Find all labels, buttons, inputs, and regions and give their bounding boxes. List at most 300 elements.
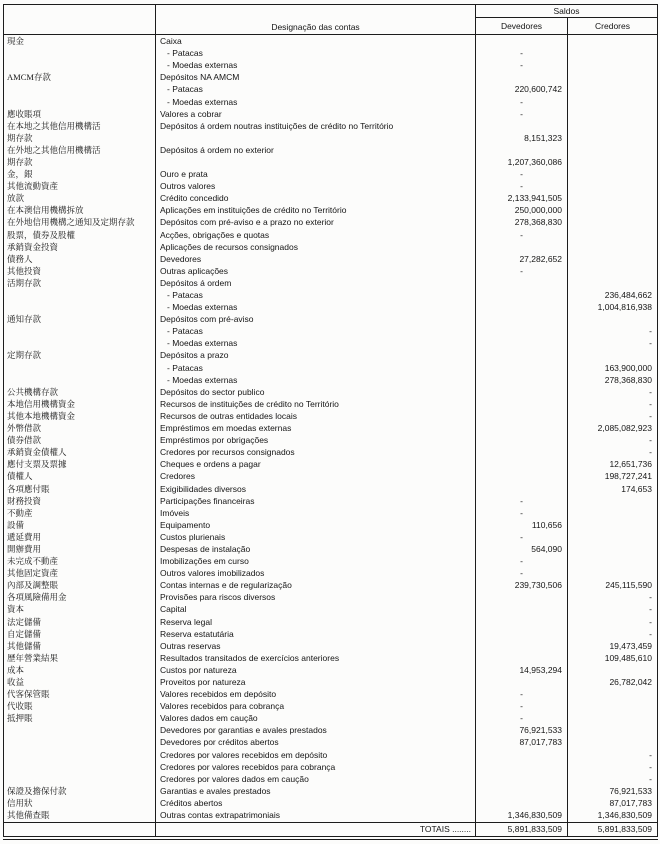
account-name-pt: Recursos de outras entidades locais	[156, 410, 476, 422]
table-row	[4, 434, 658, 446]
table-row	[4, 809, 658, 822]
devedores-value	[476, 301, 568, 313]
account-name-pt: - Moedas externas	[156, 374, 476, 386]
account-name-pt: Recursos de instituições de crédito no Território	[156, 398, 476, 410]
account-name-pt: Reserva legal	[156, 616, 476, 628]
devedores-value: -	[476, 688, 568, 700]
table-row	[4, 35, 658, 48]
account-name-pt	[156, 132, 476, 144]
table-row	[4, 108, 658, 120]
credores-value: 198,727,241	[568, 470, 658, 482]
account-name-zh	[4, 301, 156, 313]
devedores-value	[476, 470, 568, 482]
account-name-pt: Ouro e prata	[156, 168, 476, 180]
credores-value	[568, 108, 658, 120]
account-name-zh: 在外地之其他信用機構活	[7, 144, 101, 155]
devedores-value	[476, 386, 568, 398]
account-name-pt: Custos por natureza	[156, 664, 476, 676]
table-row	[4, 349, 658, 361]
account-name-zh: 放款	[7, 193, 25, 204]
account-name-zh: 現金	[7, 36, 25, 47]
account-name-pt: Valores recebidos para cobrança	[156, 700, 476, 712]
devedores-value	[476, 410, 568, 422]
table-row	[4, 736, 658, 748]
devedores-value	[476, 591, 568, 603]
header-row-saldos	[4, 5, 658, 18]
account-name-zh: 遞延費用	[7, 531, 42, 542]
credores-value	[568, 132, 658, 144]
credores-value	[568, 168, 658, 180]
account-name-pt: Proveitos por natureza	[156, 676, 476, 688]
account-name-zh: 各項風險備用金	[7, 592, 67, 603]
credores-value	[568, 144, 658, 156]
account-name-zh	[4, 724, 156, 736]
credores-value	[568, 531, 658, 543]
account-name-pt: Credores	[156, 470, 476, 482]
devedores-value: -	[476, 495, 568, 507]
table-row	[4, 652, 658, 664]
account-name-pt: Reserva estatutária	[156, 628, 476, 640]
account-name-pt: Depósitos á ordem	[156, 277, 476, 289]
account-name-pt: Depósitos á ordem noutras instituições de crédito no Território	[156, 120, 476, 132]
devedores-value: -	[476, 531, 568, 543]
account-name-pt: Acções, obrigações e quotas	[156, 229, 476, 241]
devedores-value	[476, 241, 568, 253]
table-row	[4, 410, 658, 422]
devedores-value: -	[476, 47, 568, 59]
table-row	[4, 591, 658, 603]
table-row	[4, 362, 658, 374]
account-name-zh: 外幣借款	[7, 423, 42, 434]
account-name-zh: 財務投資	[7, 495, 42, 506]
saldos-header: Saldos	[476, 5, 658, 18]
account-name-zh: 債券借款	[7, 435, 42, 446]
totals-label: TOTAIS ........	[156, 822, 476, 838]
credores-value: 76,921,533	[568, 785, 658, 797]
table-row	[4, 446, 658, 458]
credores-value: 1,004,816,938	[568, 301, 658, 313]
credores-value	[568, 95, 658, 107]
devedores-value: -	[476, 507, 568, 519]
credores-value	[568, 313, 658, 325]
devedores-value: -	[476, 180, 568, 192]
credores-value	[568, 241, 658, 253]
table-row	[4, 95, 658, 107]
credores-value: 26,782,042	[568, 676, 658, 688]
account-name-pt: Cheques e ordens a pagar	[156, 458, 476, 470]
credores-value: -	[568, 337, 658, 349]
account-name-pt: - Patacas	[156, 289, 476, 301]
table-row	[4, 773, 658, 785]
account-name-zh: 定期存款	[7, 350, 42, 361]
credores-value	[568, 277, 658, 289]
account-name-pt: Depósitos com pré-aviso e a prazo no exterior	[156, 216, 476, 228]
devedores-value	[476, 652, 568, 664]
devedores-value	[476, 120, 568, 132]
table-row	[4, 519, 658, 531]
credores-value: -	[568, 773, 658, 785]
devedores-value	[476, 773, 568, 785]
credores-value: -	[568, 434, 658, 446]
devedores-value	[476, 289, 568, 301]
credores-value: -	[568, 628, 658, 640]
account-name-zh	[4, 95, 156, 107]
devedores-value: 2,133,941,505	[476, 192, 568, 204]
account-name-pt: Devedores por garantias e avales prestados	[156, 724, 476, 736]
table-row	[4, 797, 658, 809]
table-row	[4, 216, 658, 228]
table-row	[4, 83, 658, 95]
account-name-zh: 保證及擔保付款	[7, 785, 67, 796]
devedores-value: -	[476, 59, 568, 71]
credores-value	[568, 35, 658, 48]
table-row	[4, 398, 658, 410]
table-row	[4, 482, 658, 494]
table-row	[4, 325, 658, 337]
account-name-pt: Credores por recursos consignados	[156, 446, 476, 458]
credores-value	[568, 736, 658, 748]
account-name-zh: 期存款	[7, 132, 33, 143]
account-name-zh: 設備	[7, 519, 25, 530]
account-name-zh: 公共機構存款	[7, 386, 59, 397]
account-name-zh: 法定儲備	[7, 616, 42, 627]
credores-value	[568, 519, 658, 531]
account-name-pt: Imobilizações em curso	[156, 555, 476, 567]
devedores-value	[476, 277, 568, 289]
credores-column-header: Credores	[568, 18, 658, 35]
account-name-zh: AMCM存款	[7, 72, 51, 83]
table-row	[4, 785, 658, 797]
credores-value	[568, 664, 658, 676]
account-name-pt: Crédito concedido	[156, 192, 476, 204]
account-name-zh: 債權人	[7, 471, 33, 482]
credores-value	[568, 688, 658, 700]
account-name-zh: 通知存款	[7, 314, 42, 325]
credores-value: -	[568, 398, 658, 410]
account-name-pt: Depósitos á ordem no exterior	[156, 144, 476, 156]
table-row	[4, 422, 658, 434]
table-row	[4, 761, 658, 773]
devedores-value: 278,368,830	[476, 216, 568, 228]
account-name-pt: - Patacas	[156, 325, 476, 337]
account-name-pt: Valores recebidos em depósito	[156, 688, 476, 700]
table-row	[4, 337, 658, 349]
table-row	[4, 120, 658, 132]
account-name-zh: 其他備查賬	[7, 810, 50, 821]
account-name-zh	[4, 362, 156, 374]
devedores-value: -	[476, 555, 568, 567]
accounts-body	[4, 35, 658, 823]
devedores-value	[476, 337, 568, 349]
account-name-zh: 應收賬項	[7, 108, 42, 119]
account-name-pt: Provisões para riscos diversos	[156, 591, 476, 603]
account-name-zh: 資本	[7, 604, 25, 615]
devedores-value: 87,017,783	[476, 736, 568, 748]
totals-row	[4, 822, 658, 838]
table-row	[4, 543, 658, 555]
credores-value: 2,085,082,923	[568, 422, 658, 434]
account-name-zh: 自定儲備	[7, 628, 42, 639]
devedores-value: -	[476, 700, 568, 712]
account-name-pt: Depósitos com pré-aviso	[156, 313, 476, 325]
credores-value: -	[568, 410, 658, 422]
account-name-zh: 代收賬	[7, 701, 33, 712]
account-name-zh: 在本地之其他信用機構活	[7, 120, 101, 131]
credores-value	[568, 216, 658, 228]
account-name-zh: 各項應付賬	[7, 483, 50, 494]
account-name-zh: 在本澳信用機構拆放	[7, 205, 84, 216]
account-name-pt: Depósitos a prazo	[156, 349, 476, 361]
account-name-pt: Credores por valores dados em caução	[156, 773, 476, 785]
balance-sheet-table	[3, 4, 658, 840]
devedores-value	[476, 398, 568, 410]
credores-value: 12,651,736	[568, 458, 658, 470]
table-row	[4, 603, 658, 615]
devedores-value	[476, 35, 568, 48]
credores-value: -	[568, 616, 658, 628]
credores-value: 163,900,000	[568, 362, 658, 374]
account-name-pt: - Moedas externas	[156, 95, 476, 107]
account-name-pt: - Moedas externas	[156, 301, 476, 313]
devedores-value: 250,000,000	[476, 204, 568, 216]
table-row	[4, 156, 658, 168]
account-name-zh: 活期存款	[7, 277, 42, 288]
account-name-pt: Depósitos do sector publico	[156, 386, 476, 398]
account-name-zh: 成本	[7, 664, 25, 675]
table-row	[4, 616, 658, 628]
account-name-zh: 未完成不動產	[7, 556, 59, 567]
devedores-value	[476, 313, 568, 325]
account-name-pt: - Moedas externas	[156, 337, 476, 349]
account-name-zh: 應付支票及票據	[7, 459, 67, 470]
totals-devedores-value: 5,891,833,509	[476, 822, 568, 838]
devedores-value	[476, 144, 568, 156]
table-row	[4, 386, 658, 398]
credores-value	[568, 507, 658, 519]
credores-value: -	[568, 386, 658, 398]
credores-value	[568, 253, 658, 265]
account-name-zh	[4, 325, 156, 337]
devedores-value: -	[476, 168, 568, 180]
account-name-zh: 開辦費用	[7, 543, 42, 554]
credores-value	[568, 567, 658, 579]
devedores-value: -	[476, 229, 568, 241]
devedores-value	[476, 785, 568, 797]
table-row	[4, 507, 658, 519]
account-name-zh: 本地信用機構資金	[7, 398, 76, 409]
devedores-value	[476, 616, 568, 628]
account-name-pt: Custos plurienais	[156, 531, 476, 543]
account-name-pt: Aplicações de recursos consignados	[156, 241, 476, 253]
account-name-pt: Capital	[156, 603, 476, 615]
table-row	[4, 144, 658, 156]
account-name-zh	[4, 374, 156, 386]
account-name-pt: Garantias e avales prestados	[156, 785, 476, 797]
credores-value	[568, 71, 658, 83]
credores-value: 174,653	[568, 482, 658, 494]
devedores-value: 220,600,742	[476, 83, 568, 95]
table-row	[4, 59, 658, 71]
account-name-zh: 內部及調整賬	[7, 580, 59, 591]
devedores-value	[476, 349, 568, 361]
devedores-value	[476, 603, 568, 615]
account-name-pt: Outros valores imobilizados	[156, 567, 476, 579]
devedores-value	[476, 458, 568, 470]
account-name-zh	[4, 337, 156, 349]
devedores-column-header: Devedores	[476, 18, 568, 35]
credores-value	[568, 156, 658, 168]
credores-value: -	[568, 603, 658, 615]
table-row	[4, 132, 658, 144]
devedores-value	[476, 71, 568, 83]
table-row	[4, 374, 658, 386]
credores-value	[568, 700, 658, 712]
devedores-value: 27,282,652	[476, 253, 568, 265]
designacao-das-contas-header: Designação das contas	[156, 5, 476, 35]
account-name-pt: Depósitos NA AMCM	[156, 71, 476, 83]
account-name-pt: Outras contas extrapatrimoniais	[156, 809, 476, 822]
account-name-zh	[4, 736, 156, 748]
account-name-zh	[4, 773, 156, 785]
table-row	[4, 229, 658, 241]
table-row	[4, 664, 658, 676]
account-name-pt: Aplicações em instituições de crédito no Território	[156, 204, 476, 216]
account-name-pt: Empréstimos por obrigações	[156, 434, 476, 446]
devedores-value	[476, 325, 568, 337]
devedores-value	[476, 482, 568, 494]
devedores-value: 564,090	[476, 543, 568, 555]
credores-value	[568, 192, 658, 204]
account-name-pt: Outras reservas	[156, 640, 476, 652]
account-name-pt: - Patacas	[156, 362, 476, 374]
credores-value: 19,473,459	[568, 640, 658, 652]
table-row	[4, 579, 658, 591]
table-row	[4, 204, 658, 216]
devedores-value	[476, 676, 568, 688]
account-name-zh: 承銷資金債權人	[7, 447, 67, 458]
credores-value: 236,484,662	[568, 289, 658, 301]
devedores-value: -	[476, 108, 568, 120]
account-name-pt: Credores por valores recebidos em depósito	[156, 749, 476, 761]
devedores-value	[476, 628, 568, 640]
account-name-zh: 信用狀	[7, 797, 33, 808]
account-name-zh: 抵押賬	[7, 713, 33, 724]
account-name-zh: 在外地信用機構之通知及定期存款	[7, 217, 135, 228]
devedores-value: 76,921,533	[476, 724, 568, 736]
totals-empty-cell	[4, 822, 156, 838]
credores-value	[568, 83, 658, 95]
account-name-zh: 不動產	[7, 507, 33, 518]
table-row	[4, 168, 658, 180]
account-name-zh	[4, 47, 156, 59]
credores-value: 245,115,590	[568, 579, 658, 591]
credores-value: -	[568, 761, 658, 773]
credores-value	[568, 120, 658, 132]
account-name-pt: Valores dados em caução	[156, 712, 476, 724]
devedores-value: -	[476, 95, 568, 107]
account-name-pt: Devedores	[156, 253, 476, 265]
credores-value: -	[568, 325, 658, 337]
devedores-value: 239,730,506	[476, 579, 568, 591]
table-row	[4, 531, 658, 543]
credores-value: 87,017,783	[568, 797, 658, 809]
table-row	[4, 712, 658, 724]
account-name-zh	[4, 749, 156, 761]
table-row	[4, 567, 658, 579]
devedores-value: -	[476, 712, 568, 724]
devedores-value: -	[476, 265, 568, 277]
account-name-zh	[4, 59, 156, 71]
account-name-pt: Outros valores	[156, 180, 476, 192]
account-name-zh: 股票，債券及股權	[7, 229, 76, 240]
account-name-pt: Resultados transitados de exercícios anteriores	[156, 652, 476, 664]
account-name-pt: Caixa	[156, 35, 476, 48]
table-row	[4, 458, 658, 470]
devedores-value: 14,953,294	[476, 664, 568, 676]
account-name-pt: Devedores por créditos abertos	[156, 736, 476, 748]
account-name-zh	[4, 83, 156, 95]
credores-value	[568, 555, 658, 567]
devedores-value	[476, 797, 568, 809]
account-name-zh: 承銷資金投資	[7, 241, 59, 252]
account-name-pt: - Patacas	[156, 83, 476, 95]
account-name-zh: 金，銀	[7, 169, 33, 180]
account-name-pt: Contas internas e de regularização	[156, 579, 476, 591]
credores-value	[568, 229, 658, 241]
table-row	[4, 749, 658, 761]
credores-value	[568, 495, 658, 507]
account-name-pt: Despesas de instalação	[156, 543, 476, 555]
devedores-value	[476, 749, 568, 761]
credores-value: 278,368,830	[568, 374, 658, 386]
table-row	[4, 555, 658, 567]
credores-value	[568, 180, 658, 192]
table-row	[4, 724, 658, 736]
devedores-value	[476, 422, 568, 434]
credores-value: -	[568, 591, 658, 603]
account-name-pt: Créditos abertos	[156, 797, 476, 809]
table-row	[4, 301, 658, 313]
table-row	[4, 180, 658, 192]
table-row	[4, 47, 658, 59]
devedores-value	[476, 640, 568, 652]
account-name-zh: 其他本地機構資金	[7, 410, 76, 421]
credores-value	[568, 712, 658, 724]
account-name-zh: 其他儲備	[7, 640, 42, 651]
devedores-value: 1,346,830,509	[476, 809, 568, 822]
table-row	[4, 700, 658, 712]
credores-value: -	[568, 446, 658, 458]
account-name-pt: - Moedas externas	[156, 59, 476, 71]
account-name-pt: Credores por valores recebidos para cobrança	[156, 761, 476, 773]
account-name-pt	[156, 156, 476, 168]
account-name-pt: Empréstimos em moedas externas	[156, 422, 476, 434]
table-row	[4, 289, 658, 301]
table-row	[4, 640, 658, 652]
credores-value: 109,485,610	[568, 652, 658, 664]
account-name-pt: Imóveis	[156, 507, 476, 519]
table-row	[4, 313, 658, 325]
account-name-pt: - Patacas	[156, 47, 476, 59]
totals-credores-value: 5,891,833,509	[568, 822, 658, 838]
devedores-value	[476, 374, 568, 386]
devedores-value: 1,207,360,086	[476, 156, 568, 168]
devedores-value	[476, 434, 568, 446]
devedores-value: 110,656	[476, 519, 568, 531]
account-name-zh	[4, 289, 156, 301]
account-name-zh: 其他流動資產	[7, 181, 59, 192]
table-row	[4, 676, 658, 688]
